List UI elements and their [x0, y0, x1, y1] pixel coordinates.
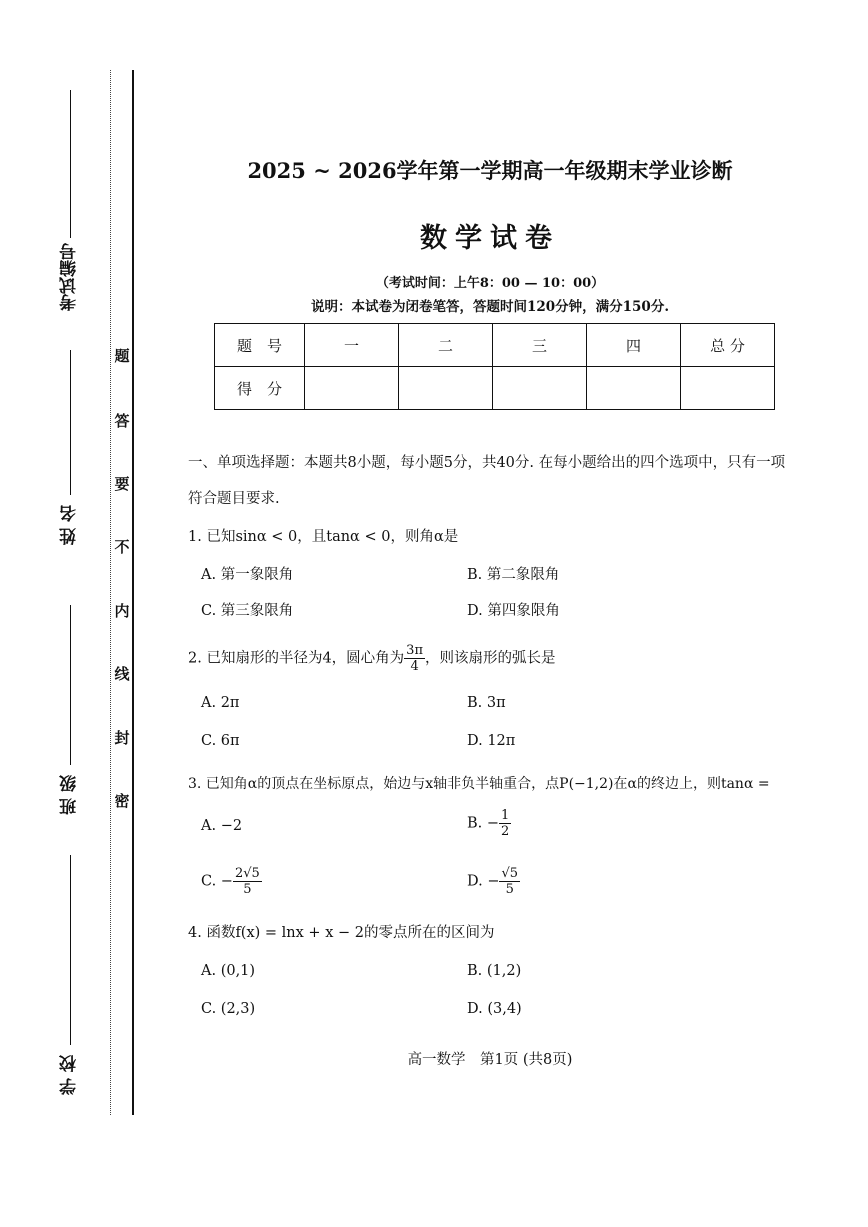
score-entry-cell[interactable]: [305, 367, 399, 410]
school-underline: [70, 855, 71, 1045]
exam-note: 说明：本试卷为闭卷笔答，答题时间120分钟，满分150分.: [310, 299, 670, 315]
seal-char: 线: [114, 665, 130, 683]
q2-fraction: [404, 643, 425, 674]
seal-char: 不: [114, 538, 130, 556]
q4-option-a: A. (0,1): [201, 963, 256, 979]
question-1-stem: 1. 已知sinα < 0，且tanα < 0，则角α是: [188, 529, 459, 545]
seal-char: 要: [114, 475, 130, 493]
seal-char: 封: [114, 729, 130, 747]
page-footer: 高一数学 第1页 (共8页): [407, 1052, 573, 1068]
q3-option-d-den: 5: [505, 882, 514, 897]
q2-stem-post: ，则该扇形的弧长是: [425, 650, 556, 667]
binding-dotted-line: [110, 70, 111, 1115]
score-table-cell: 二: [399, 324, 493, 367]
name-label: 姓 名: [60, 505, 80, 545]
q2-option-c: C. 6π: [201, 733, 240, 749]
q3-option-d-prefix: D. −: [467, 873, 500, 890]
q3-option-c-den: 5: [243, 882, 252, 897]
q4-option-d: D. (3,4): [467, 1001, 522, 1017]
binding-solid-line: [132, 70, 134, 1115]
q2-option-b: B. 3π: [467, 695, 506, 711]
seal-char: 题: [114, 347, 130, 365]
q3-option-d-num: √5: [501, 866, 519, 881]
score-table-cell: 题 号: [215, 324, 305, 367]
q4-option-b: B. (1,2): [467, 963, 522, 979]
question-2-stem: [188, 643, 556, 674]
q3-option-b-prefix: B. −: [467, 815, 500, 832]
q3-option-b-den: 2: [501, 824, 510, 839]
section1-intro-line1: 一、单项选择题：本题共8小题，每小题5分，共40分. 在每小题给出的四个选项中，只有一项: [188, 455, 786, 471]
q3-option-c-num: 2√5: [234, 866, 260, 881]
q4-option-c: C. (2,3): [201, 1001, 256, 1017]
exam-time: （考试时间：上午8：00 — 10：00）: [375, 276, 605, 291]
class-underline: [70, 605, 71, 765]
section1-intro-line2: 符合题目要求.: [188, 491, 280, 507]
score-entry-cell[interactable]: [681, 367, 775, 410]
q1-option-c: C. 第三象限角: [201, 603, 294, 619]
seal-char: 密: [114, 792, 130, 810]
score-table-cell: 三: [493, 324, 587, 367]
school-label: 学 校: [60, 1055, 80, 1095]
score-entry-cell[interactable]: [587, 367, 681, 410]
q1-option-d: D. 第四象限角: [467, 603, 560, 619]
q1-option-b: B. 第二象限角: [467, 567, 560, 583]
q3-option-d-fraction: [499, 866, 520, 897]
q3-option-b-fraction: [499, 808, 511, 839]
score-table-score-row: [215, 367, 775, 410]
q3-option-c-prefix: C. −: [201, 873, 233, 890]
q3-option-d: [467, 866, 520, 897]
q3-option-c: [201, 866, 262, 897]
score-table-header-row: [215, 324, 775, 367]
q2-frac-num: 3π: [406, 643, 423, 658]
q3-option-b: [467, 808, 511, 839]
question-3-stem: 3. 已知角α的顶点在坐标原点，始边与x轴非负半轴重合，点P(−1,2)在α的终边上，则tanα =: [188, 776, 770, 792]
q1-option-a: A. 第一象限角: [201, 567, 294, 583]
score-label-cell: 得 分: [215, 367, 305, 410]
q2-stem-pre: 2. 已知扇形的半径为4，圆心角为: [188, 650, 405, 667]
class-label: 班 级: [60, 775, 80, 815]
score-table-cell: 四: [587, 324, 681, 367]
score-entry-cell[interactable]: [399, 367, 493, 410]
exam-title: 2025 ~ 2026学年第一学期高一年级期末学业诊断: [247, 158, 733, 183]
seal-char: 答: [114, 412, 130, 430]
q3-option-b-num: 1: [501, 808, 510, 823]
question-4-stem: 4. 函数f(x) = lnx + x − 2的零点所在的区间为: [188, 925, 495, 941]
exam-id-label: 考试编号: [60, 243, 80, 311]
q2-frac-den: 4: [410, 659, 419, 674]
q3-option-c-fraction: [233, 866, 262, 897]
score-table-cell: 一: [305, 324, 399, 367]
q2-option-a: A. 2π: [201, 695, 240, 711]
score-table: [214, 323, 775, 410]
score-table-cell: 总 分: [681, 324, 775, 367]
seal-char: 内: [114, 602, 130, 620]
q3-option-a: A. −2: [201, 818, 243, 834]
q2-option-d: D. 12π: [467, 733, 516, 749]
exam-id-underline: [70, 90, 71, 238]
name-underline: [70, 350, 71, 495]
score-entry-cell[interactable]: [493, 367, 587, 410]
subject-title: 数学试卷: [420, 223, 560, 254]
